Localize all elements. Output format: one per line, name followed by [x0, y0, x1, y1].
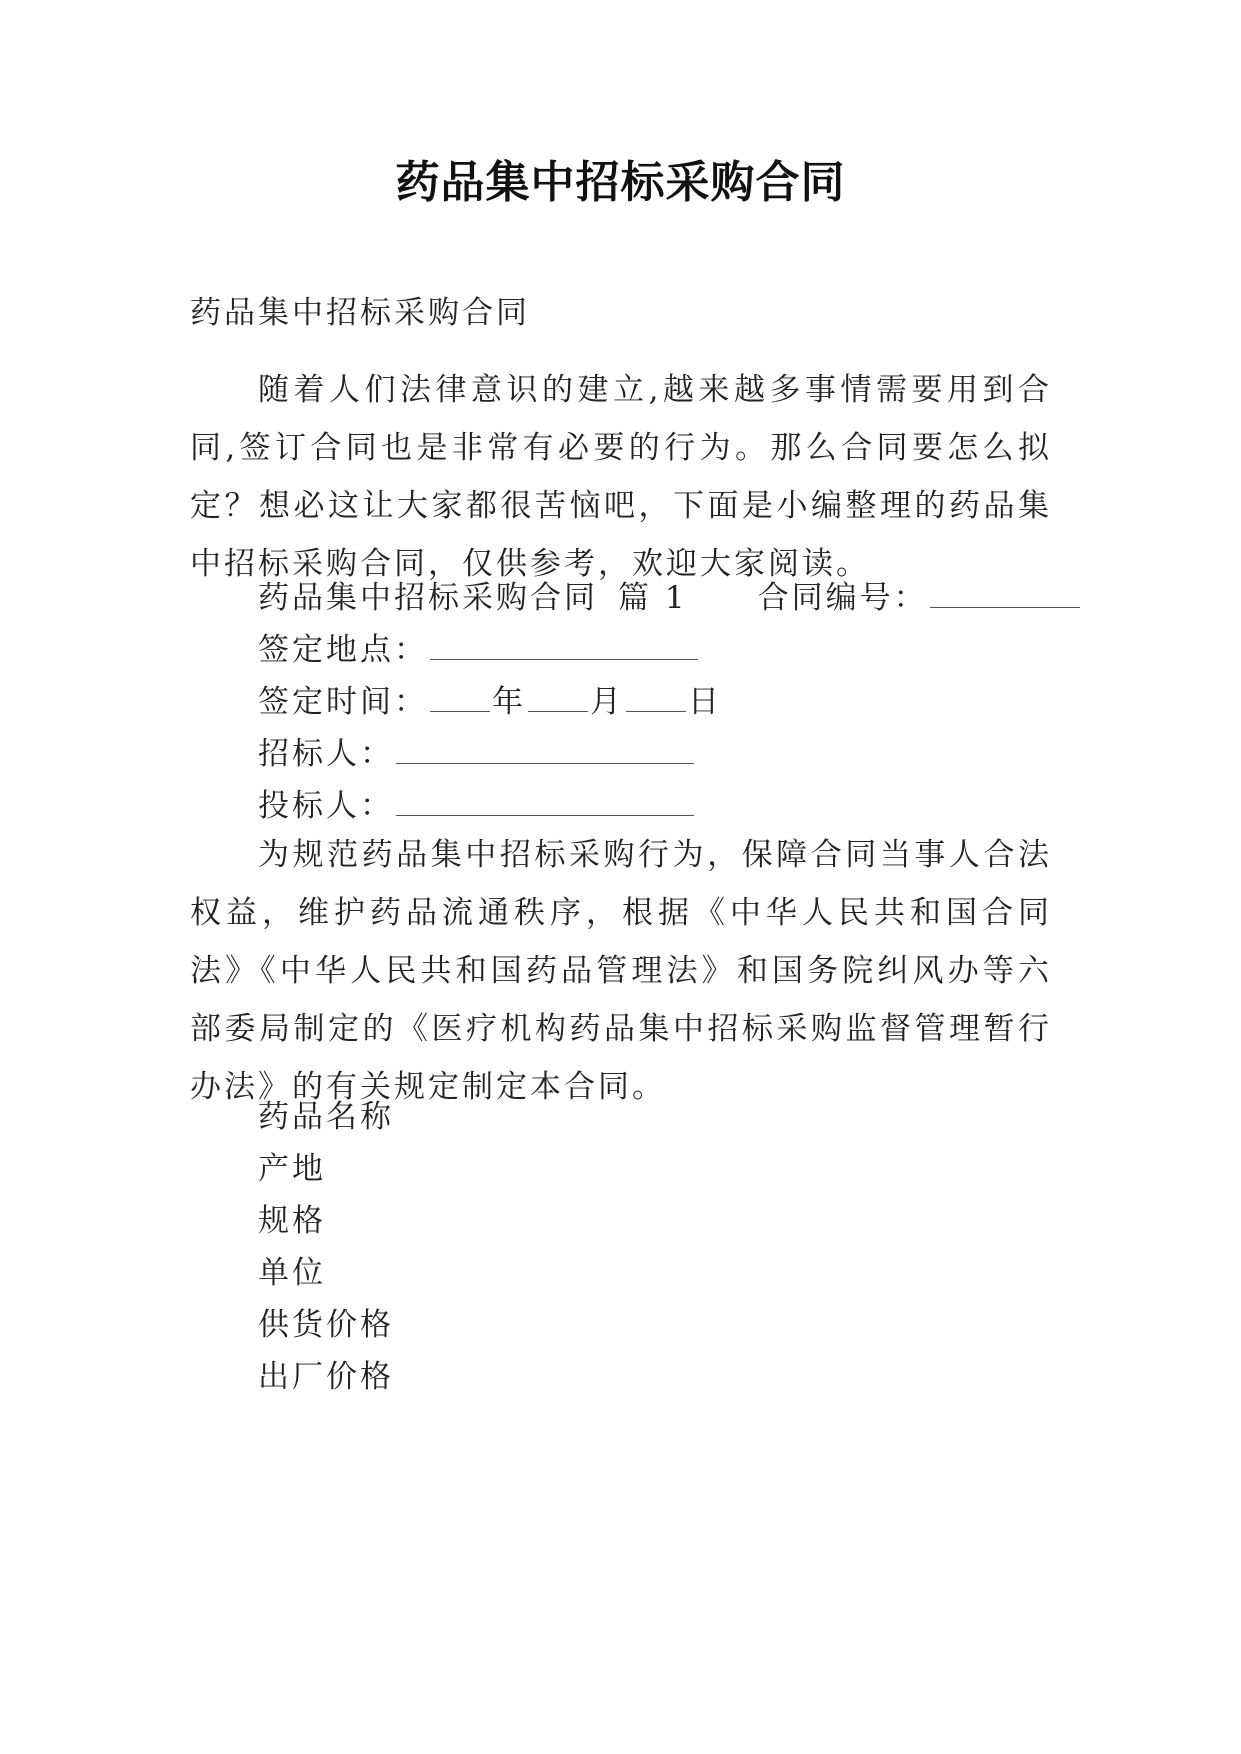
contract-number-label: 合同编号： — [757, 580, 928, 616]
bidder-blank — [396, 791, 694, 816]
sign-place-line — [258, 630, 700, 670]
tenderer-label: 招标人： — [258, 736, 394, 772]
field-item: 药品名称 — [258, 1099, 394, 1135]
article-heading-line — [258, 578, 1082, 618]
year-blank — [430, 687, 490, 712]
year-label: 年 — [492, 684, 526, 720]
field-item: 单位 — [258, 1255, 326, 1291]
bidder-line — [258, 786, 696, 826]
field-item: 出厂价格 — [258, 1359, 394, 1395]
day-blank — [626, 687, 686, 712]
bidder-label: 投标人： — [258, 788, 394, 824]
field-item: 产地 — [258, 1151, 326, 1187]
tenderer-blank — [396, 739, 694, 764]
purpose-paragraph: 为规范药品集中招标采购行为，保障合同当事人合法权益，维护药品流通秩序，根据《中华人民共和国合同法》《中华人民共和国药品管理法》和国务院纠风办等六部委局制定的《医疗机构药品集中招标采购监督管理暂行办法》的有关规定制定本合同。 — [190, 837, 1052, 1105]
intro-paragraph-block — [190, 361, 1052, 593]
day-label: 日 — [688, 684, 722, 720]
article-heading: 药品集中招标采购合同 — [258, 580, 598, 616]
sign-time-label: 签定时间： — [258, 684, 428, 720]
sign-time-line — [258, 682, 722, 722]
month-label: 月 — [590, 684, 624, 720]
document-title: 药品集中招标采购合同 — [395, 157, 846, 208]
purpose-paragraph-block — [190, 826, 1052, 1116]
intro-paragraph: 随着人们法律意识的建立,越来越多事情需要用到合同,签订合同也是非常有必要的行为。那么合同要怎么拟定？想必这让大家都很苦恼吧，下面是小编整理的药品集中招标采购合同，仅供参考，欢迎大家阅读。 — [190, 372, 1052, 582]
field-item: 规格 — [258, 1203, 326, 1239]
field-item: 供货价格 — [258, 1307, 394, 1343]
sign-place-blank — [430, 635, 698, 660]
sign-place-label: 签定地点： — [258, 632, 428, 668]
document-subtitle: 药品集中招标采购合同 — [190, 295, 530, 331]
tenderer-line — [258, 734, 696, 774]
month-blank — [528, 687, 588, 712]
article-number: 篇 1 — [618, 580, 688, 616]
contract-number-blank — [930, 583, 1080, 608]
